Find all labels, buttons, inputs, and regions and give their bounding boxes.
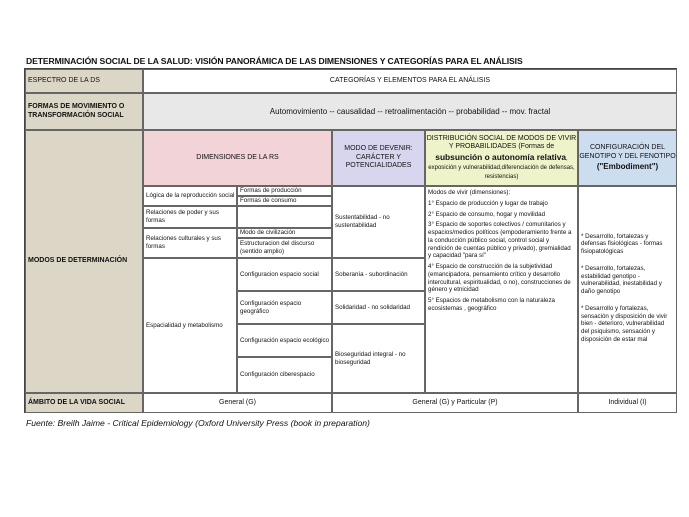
distribucion-item: 1° Espacio de producción y lugar de trabajo	[428, 199, 548, 207]
ambito-general: General (G)	[143, 393, 332, 413]
genotipo-item: * Desarrollo y fortalezas, sensación y disposición de vivir bien - deterioro, vulnerabilidad del psiquismo, sensación y disposición de estar mal	[581, 304, 668, 343]
distribucion-item: 4° Espacio de construcción de la subjetividad (emancipadora, pensamiento crítico y desarrollo intercultural, espiritualidad, o no), construcciones de género y etnicidad	[428, 263, 571, 294]
distribucion-item: 5° Espacios de metabolismo con la naturaleza ecosistemas , geográfico	[428, 297, 555, 312]
devenir-item: Bioseguridad integral - no bioseguridad	[332, 324, 425, 393]
genotipo-list	[578, 186, 677, 393]
dim-right-blank	[237, 206, 332, 228]
document-title: DETERMINACIÓN SOCIAL DE LA SALUD: VISIÓN PANORÁMICA DE LAS DIMENSIONES Y CATEGORÍAS PARA EL ANÁLISIS	[26, 56, 523, 66]
header-devenir: MODO DE DEVENIR: CARÁCTER Y POTENCIALIDADES	[332, 130, 425, 186]
ambito-general-particular: General (G) y Particular (P)	[332, 393, 578, 413]
dim-right-item: Estructuracion del discurso (sentido amplio)	[237, 238, 332, 258]
dim-left-item: Lógica de la reproducción social	[143, 186, 237, 206]
distribucion-item: 2° Espacio de consumo, hogar y movilidad	[428, 210, 546, 218]
distribucion-item: 3° Espacio de soportes colectivos / comunitarios y espacios/medios políticos (empoderamiento frente a la conducción público social, control social y rendición de cuentas público y privado), gremialidad y capacidad "para sí"	[428, 221, 572, 260]
header-distribucion	[425, 130, 578, 186]
genotipo-item: * Desarrollo, fortalezas, estabilidad genotipo - vulnerabilidad, inestabilidad y daño genotipo	[581, 264, 662, 295]
ambito-individual: Individual (I)	[578, 393, 677, 413]
dim-right-item: Configuración espacio geográfico	[237, 291, 332, 324]
determination-table	[24, 68, 677, 413]
dim-right-item: Configuracion espacio social	[237, 258, 332, 291]
distribucion-text-bold: subsunción o autonomía relativa	[435, 152, 567, 163]
dim-right-item: Configuración espacio ecológico	[237, 324, 332, 357]
row-content-formas: Automovimiento -- causalidad -- retroalimentación -- probabilidad -- mov. fractal	[143, 93, 677, 130]
row-label-formas: FORMAS DE MOVIMIENTO O TRANSFORMACIÓN SOCIAL	[25, 93, 143, 130]
embodiment-label: ("Embodiment")	[596, 161, 659, 171]
header-dimensiones: DIMENSIONES DE LA RS	[143, 130, 332, 186]
row-label-modos: MODOS DE DETERMINACIÓN	[25, 130, 143, 393]
dim-left-item: Relaciones culturales y sus formas	[143, 228, 237, 258]
dim-right-item: Formas de producción	[237, 186, 332, 196]
devenir-item: Sustentabilidad - no sustentabilidad	[332, 186, 425, 258]
row-content-espectro: CATEGORÍAS Y ELEMENTOS PARA EL ANÁLISIS	[143, 69, 677, 93]
dim-right-item: Formas de consumo	[237, 196, 332, 206]
row-label-ambito: ÁMBITO DE LA VIDA SOCIAL	[25, 393, 143, 413]
row-label-espectro: ESPECTRO DE LA DS	[25, 69, 143, 93]
header-genotipo	[578, 130, 677, 186]
dim-right-item: Configuración ciberespacio	[237, 357, 332, 393]
devenir-item: Soberanía - subordinación	[332, 258, 425, 291]
distribucion-item: Modos de vivir (dimensiones):	[428, 189, 511, 196]
devenir-item: Solidaridad - no solidaridad	[332, 291, 425, 324]
genotipo-title: CONFIGURACIÓN DEL GENOTIPO Y DEL FENOTIPO	[579, 144, 676, 160]
distribucion-text-pre: DISTRIBUCIÓN SOCIAL DE MODOS DE VIVIR Y PROBABILIDADES (Formas de	[426, 134, 577, 151]
genotipo-item: * Desarrollo, fortalezas y defensas fisiológicas - formas fisiopatológicas	[581, 232, 663, 255]
distribucion-list	[425, 186, 578, 393]
dim-left-item: Relaciones de poder y sus formas	[143, 206, 237, 228]
source-citation: Fuente: Breilh Jaime - Critical Epidemiology (Oxford University Press (book in preparation)	[26, 418, 370, 428]
dim-right-item: Modo de civilización	[237, 228, 332, 238]
distribucion-text-post: , exposición y vulnerabilidad,diferenciación de defensas, resistencias)	[428, 156, 575, 180]
dim-left-item: Espacialidad y metabolismo	[143, 258, 237, 393]
